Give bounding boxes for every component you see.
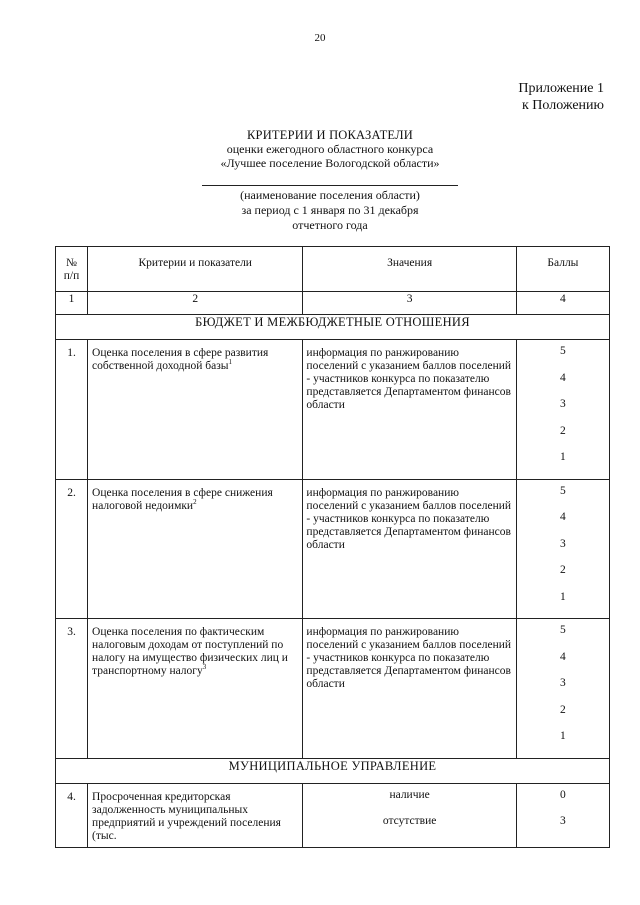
row-criteria: Просроченная кредиторская задолженность муниципальных предприятий и учреждений поселения (тыс. [88, 783, 303, 847]
row-criteria [88, 479, 303, 619]
score: 2 [560, 564, 566, 576]
row-scores [516, 783, 609, 847]
appendix-line-2: к Положению [521, 98, 604, 113]
header-criteria: Критерии и показатели [88, 247, 303, 292]
table-row [56, 340, 610, 480]
score: 3 [560, 677, 566, 689]
criteria-text: Оценка поселения в сфере развития собственной доходной базы [92, 347, 269, 372]
subtitle-line-1: (наименование поселения области) [240, 188, 420, 202]
row-criteria [88, 340, 303, 480]
score: 4 [560, 511, 566, 523]
row-value: информация по ранжированию поселений с указанием баллов поселений - участников конкурса по показателю представляется Департаментом финансов области [303, 479, 516, 619]
score: 5 [560, 484, 566, 497]
document-title [130, 128, 530, 170]
column-index: 3 [303, 292, 516, 315]
column-index: 4 [516, 292, 609, 315]
row-value-options [303, 783, 516, 847]
column-index: 1 [56, 292, 88, 315]
section-title-management: МУНИЦИПАЛЬНОЕ УПРАВЛЕНИЕ [56, 758, 610, 783]
row-criteria [88, 619, 303, 759]
value-option: наличие [389, 788, 430, 801]
footnote-mark: 3 [202, 663, 207, 672]
table-row [56, 619, 610, 759]
table-header-row [56, 247, 610, 292]
settlement-subtitle [190, 178, 470, 233]
section-row-management [56, 758, 610, 783]
row-number: 3. [56, 619, 88, 759]
row-number: 4. [56, 783, 88, 847]
appendix-heading [518, 80, 604, 114]
header-num: № п/п [56, 247, 88, 292]
value-option: отсутствие [382, 814, 437, 827]
score: 5 [560, 345, 566, 357]
row-value: информация по ранжированию поселений с указанием баллов поселений - участников конкурса по показателю представляется Департаментом финансов области [303, 619, 516, 759]
section-row-budget [56, 315, 610, 340]
score: 5 [560, 624, 566, 636]
section-title-budget: БЮДЖЕТ И МЕЖБЮДЖЕТНЫЕ ОТНОШЕНИЯ [56, 315, 610, 340]
score: 2 [560, 703, 566, 716]
footnote-mark: 2 [193, 497, 197, 506]
score: 1 [560, 451, 566, 463]
score: 3 [560, 398, 566, 410]
score: 1 [560, 730, 566, 742]
row-scores [516, 479, 609, 619]
blank-name-line [202, 185, 458, 186]
column-index-row [56, 292, 610, 315]
subtitle-line-2: за период с 1 января по 31 декабря [241, 203, 419, 217]
header-points: Баллы [516, 247, 609, 292]
title-line-2: оценки ежегодного областного конкурса [226, 142, 434, 156]
criteria-text: Оценка поселения в сфере снижения налоговой недоимки [92, 486, 273, 512]
column-index: 2 [88, 292, 303, 315]
criteria-text: Оценка поселения по фактическим налоговым доходам от поступлений по налогу на имущество физических лиц и транспортному налогу [92, 626, 288, 677]
score: 1 [560, 590, 566, 603]
score: 4 [560, 650, 566, 663]
title-line-1: КРИТЕРИИ И ПОКАЗАТЕЛИ [247, 128, 413, 142]
subtitle-line-3: отчетного года [292, 218, 368, 232]
row-scores [516, 619, 609, 759]
title-line-3: «Лучшее поселение Вологодской области» [220, 156, 440, 170]
row-number: 1. [56, 340, 88, 480]
score: 2 [560, 424, 566, 437]
header-values: Значения [303, 247, 516, 292]
appendix-line-1: Приложение 1 [518, 81, 604, 96]
row-scores [516, 340, 609, 480]
footnote-mark: 1 [228, 358, 232, 367]
score: 3 [560, 537, 566, 550]
criteria-table [55, 246, 610, 848]
table-row [56, 479, 610, 619]
row-value: информация по ранжированию поселений с указанием баллов поселений - участников конкурса по показателю представляется Департаментом финансов области [303, 340, 516, 480]
score: 3 [560, 814, 566, 827]
table-row [56, 783, 610, 847]
score: 0 [560, 788, 566, 801]
score: 4 [560, 371, 566, 384]
row-number: 2. [56, 479, 88, 619]
page-number: 20 [314, 32, 326, 44]
